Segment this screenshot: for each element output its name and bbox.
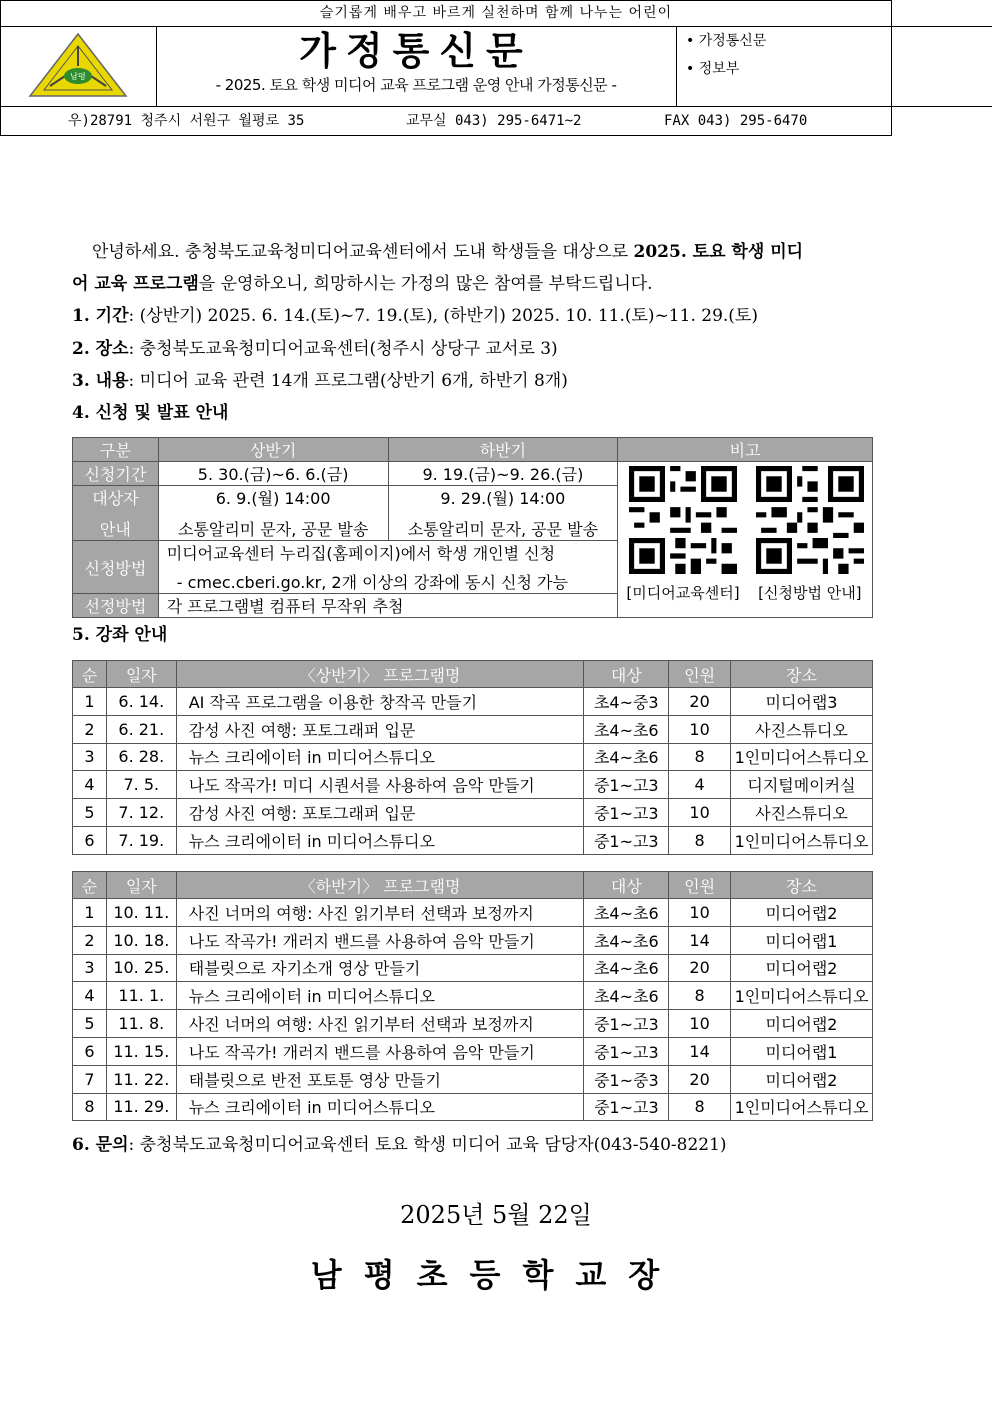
cell-program: 뉴스 크리에이터 in 미디어스튜디오 <box>176 743 584 771</box>
cell-no: 8 <box>73 1093 107 1121</box>
cell-count: 10 <box>669 715 731 743</box>
table-row <box>73 743 873 771</box>
table-row <box>73 926 873 954</box>
section-5-heading: 5. 강좌 안내 <box>72 625 168 645</box>
cell-date: 6. 28. <box>106 743 176 771</box>
cell-place: 미디어랩2 <box>730 1065 872 1093</box>
qr1-caption: [미디어교육센터] <box>626 584 740 602</box>
cell-target: 중1~고3 <box>584 1010 669 1038</box>
col-no: 순 <box>73 661 107 688</box>
col-date: 일자 <box>106 661 176 688</box>
cell-count: 20 <box>669 954 731 982</box>
cell-date: 10. 25. <box>106 954 176 982</box>
item-period: 1. 기간: (상반기) 2025. 6. 14.(토)~7. 19.(토), (하반기) 2025. 10. 11.(토)~11. 29.(토) <box>72 306 758 326</box>
cell-date: 11. 22. <box>106 1065 176 1093</box>
cell-date: 11. 15. <box>106 1037 176 1065</box>
period-first: 5. 30.(금)~6. 6.(금) <box>158 462 388 486</box>
cell-count: 8 <box>669 743 731 771</box>
label-selection: 선정방법 <box>73 594 159 618</box>
cell-place: 디지털메이커실 <box>731 771 873 799</box>
intro-line-2: 어 교육 프로그램을 운영하오니, 희망하시는 가정의 많은 참여를 부탁드립니다. <box>72 274 653 294</box>
cell-place: 미디어랩2 <box>730 1010 872 1038</box>
logo-cell <box>0 26 157 106</box>
cell-no: 6 <box>73 826 107 854</box>
label-period: 신청기간 <box>73 462 159 486</box>
cell-target: 중1~고3 <box>584 1037 669 1065</box>
qr-block-center <box>626 466 739 603</box>
item-content: 3. 내용: 미디어 교육 관련 14개 프로그램(상반기 6개, 하반기 8개) <box>72 371 568 391</box>
issue-date: 2025년 5월 22일 <box>400 1201 592 1229</box>
cell-no: 6 <box>73 1037 107 1065</box>
address: 우)28791 청주시 서원구 월평로 35 <box>68 113 305 129</box>
cell-count: 10 <box>669 899 731 927</box>
first-half-table <box>72 660 873 855</box>
item-place: 2. 장소: 충청북도교육청미디어교육센터(청주시 상당구 교서로 3) <box>72 339 558 359</box>
cell-place: 사진스튜디오 <box>731 799 873 827</box>
school-logo <box>0 26 156 106</box>
cell-program: AI 작곡 프로그램을 이용한 창작곡 만들기 <box>176 688 584 716</box>
cell-program: 뉴스 크리에이터 in 미디어스튜디오 <box>176 826 584 854</box>
table-row <box>73 1010 873 1038</box>
table-row <box>73 1093 873 1121</box>
cell-date: 11. 29. <box>106 1093 176 1121</box>
cell-place: 미디어랩3 <box>731 688 873 716</box>
table-row <box>73 826 873 854</box>
cell-target: 중1~고3 <box>584 771 669 799</box>
cell-place: 미디어랩1 <box>730 926 872 954</box>
notice-second: 9. 29.(월) 14:00 소통알리미 문자, 공문 발송 <box>388 486 618 541</box>
cell-program: 뉴스 크리에이터 in 미디어스튜디오 <box>176 1093 584 1121</box>
document-title: 가정통신문 <box>299 29 533 73</box>
label-method: 신청방법 <box>73 541 159 594</box>
cell-target: 중1~고3 <box>584 1093 669 1121</box>
cell-date: 11. 1. <box>106 982 176 1010</box>
cell-program: 사진 너머의 여행: 사진 읽기부터 선택과 보정까지 <box>176 1010 584 1038</box>
table-row <box>73 715 873 743</box>
address-bar <box>0 106 992 135</box>
cell-target: 초4~초6 <box>584 715 669 743</box>
cell-program: 사진 너머의 여행: 사진 읽기부터 선택과 보정까지 <box>176 899 584 927</box>
col-target: 대상 <box>584 661 669 688</box>
cell-program: 태블릿으로 반전 포토툰 영상 만들기 <box>176 1065 584 1093</box>
cell-place: 미디어랩2 <box>730 954 872 982</box>
cell-count: 14 <box>669 1037 731 1065</box>
cell-target: 초4~초6 <box>584 982 669 1010</box>
header-first-half: 상반기 <box>158 438 388 462</box>
table-row <box>73 1065 873 1093</box>
document-subtitle: - 2025. 토요 학생 미디어 교육 프로그램 운영 안내 가정통신문 - <box>215 76 617 94</box>
cell-place: 1인미디어스튜디오 <box>731 826 873 854</box>
cell-no: 5 <box>73 799 107 827</box>
cell-program: 태블릿으로 자기소개 영상 만들기 <box>176 954 584 982</box>
school-motto: 슬기롭게 배우고 바르게 실천하며 함께 나누는 어린이 <box>0 0 992 27</box>
cell-date: 6. 21. <box>106 715 176 743</box>
cell-target: 중1~고3 <box>584 826 669 854</box>
cell-no: 3 <box>73 743 107 771</box>
cell-program: 나도 작곡가! 미디 시퀀서를 사용하여 음악 만들기 <box>176 771 584 799</box>
method-text: 미디어교육센터 누리집(홈페이지)에서 학생 개인별 신청 - cmec.cberi.go.kr, 2개 이상의 강좌에 동시 신청 가능 <box>158 541 618 594</box>
cell-target: 초4~초6 <box>584 926 669 954</box>
cell-target: 초4~초6 <box>584 743 669 771</box>
cell-program: 나도 작곡가! 개러지 밴드를 사용하여 음악 만들기 <box>176 1037 584 1065</box>
header-category: 구분 <box>73 438 159 462</box>
cell-date: 10. 11. <box>106 899 176 927</box>
cell-program: 나도 작곡가! 개러지 밴드를 사용하여 음악 만들기 <box>176 926 584 954</box>
cell-count: 4 <box>669 771 731 799</box>
logo-text: 남평 <box>70 72 86 81</box>
apply-table <box>72 437 873 618</box>
cell-program: 감성 사진 여행: 포토그래퍼 입문 <box>176 715 584 743</box>
cell-no: 5 <box>73 1010 107 1038</box>
cell-count: 20 <box>669 1065 731 1093</box>
cell-place: 미디어랩2 <box>730 899 872 927</box>
table-row <box>73 771 873 799</box>
table-row <box>73 982 873 1010</box>
cell-count: 10 <box>669 1010 731 1038</box>
col-place: 장소 <box>731 661 873 688</box>
cell-no: 3 <box>73 954 107 982</box>
cell-no: 1 <box>73 899 107 927</box>
qr-code-icon[interactable] <box>756 466 864 574</box>
cell-no: 4 <box>73 771 107 799</box>
cell-date: 7. 5. <box>106 771 176 799</box>
cell-date: 6. 14. <box>106 688 176 716</box>
qr-block-guide <box>756 466 864 603</box>
cell-date: 11. 8. <box>106 1010 176 1038</box>
cell-count: 14 <box>669 926 731 954</box>
cell-target: 중1~중3 <box>584 1065 669 1093</box>
table-row <box>73 899 873 927</box>
table-row <box>73 1037 873 1065</box>
label-notice: 대상자 안내 <box>73 486 159 541</box>
cell-no: 1 <box>73 688 107 716</box>
title-cell <box>156 26 677 106</box>
qr-cell <box>618 462 873 618</box>
col-no: 순 <box>73 872 107 899</box>
col-date: 일자 <box>106 872 176 899</box>
cell-program: 감성 사진 여행: 포토그래퍼 입문 <box>176 799 584 827</box>
cell-no: 2 <box>73 926 107 954</box>
office-phone: 교무실 043) 295-6471~2 <box>406 113 582 129</box>
cell-target: 초4~중3 <box>584 688 669 716</box>
cell-place: 미디어랩1 <box>730 1037 872 1065</box>
section-4-heading: 4. 신청 및 발표 안내 <box>72 403 229 423</box>
cell-no: 7 <box>73 1065 107 1093</box>
col-count: 인원 <box>669 661 731 688</box>
cell-place: 1인미디어스튜디오 <box>730 982 872 1010</box>
side-item-notice: • 가정통신문 <box>686 33 767 49</box>
col-count: 인원 <box>669 872 731 899</box>
intro-line-1: 안녕하세요. 충청북도교육청미디어교육센터에서 도내 학생들을 대상으로 2025. 토요 학생 미디 <box>92 242 804 262</box>
cell-no: 4 <box>73 982 107 1010</box>
table-row <box>73 688 873 716</box>
cell-target: 초4~초6 <box>584 899 669 927</box>
cell-program: 뉴스 크리에이터 in 미디어스튜디오 <box>176 982 584 1010</box>
cell-date: 7. 12. <box>106 799 176 827</box>
header-note: 비고 <box>618 438 873 462</box>
notice-first: 6. 9.(월) 14:00 소통알리미 문자, 공문 발송 <box>158 486 388 541</box>
fax-number: FAX 043) 295-6470 <box>664 113 808 129</box>
cell-place: 사진스튜디오 <box>731 715 873 743</box>
principal-signature: 남평초등학교장 <box>310 1256 682 1294</box>
cell-target: 중1~고3 <box>584 799 669 827</box>
cell-count: 20 <box>669 688 731 716</box>
header-second-half: 하반기 <box>388 438 618 462</box>
cell-no: 2 <box>73 715 107 743</box>
cell-place: 1인미디어스튜디오 <box>731 743 873 771</box>
table-row <box>73 799 873 827</box>
col-program: 〈하반기〉 프로그램명 <box>176 872 584 899</box>
letterhead <box>0 0 892 136</box>
cell-count: 8 <box>669 826 731 854</box>
cell-place: 1인미디어스튜디오 <box>730 1093 872 1121</box>
contact-line: 6. 문의: 충청북도교육청미디어교육센터 토요 학생 미디어 교육 담당자(043-540-8221) <box>72 1135 727 1155</box>
period-second: 9. 19.(금)~9. 26.(금) <box>388 462 618 486</box>
cell-count: 8 <box>669 1093 731 1121</box>
side-item-dept: • 정보부 <box>686 61 740 77</box>
second-half-table <box>72 871 873 1121</box>
cell-date: 10. 18. <box>106 926 176 954</box>
col-place: 장소 <box>730 872 872 899</box>
cell-count: 8 <box>669 982 731 1010</box>
table-row <box>73 954 873 982</box>
selection-text: 각 프로그램별 컴퓨터 무작위 추첨 <box>158 594 618 618</box>
col-program: 〈상반기〉 프로그램명 <box>176 661 584 688</box>
qr2-caption: [신청방법 안내] <box>758 584 862 602</box>
cell-date: 7. 19. <box>106 826 176 854</box>
col-target: 대상 <box>584 872 669 899</box>
side-cell <box>676 26 890 106</box>
cell-count: 10 <box>669 799 731 827</box>
qr-code-icon[interactable] <box>629 466 737 574</box>
cell-target: 초4~초6 <box>584 954 669 982</box>
